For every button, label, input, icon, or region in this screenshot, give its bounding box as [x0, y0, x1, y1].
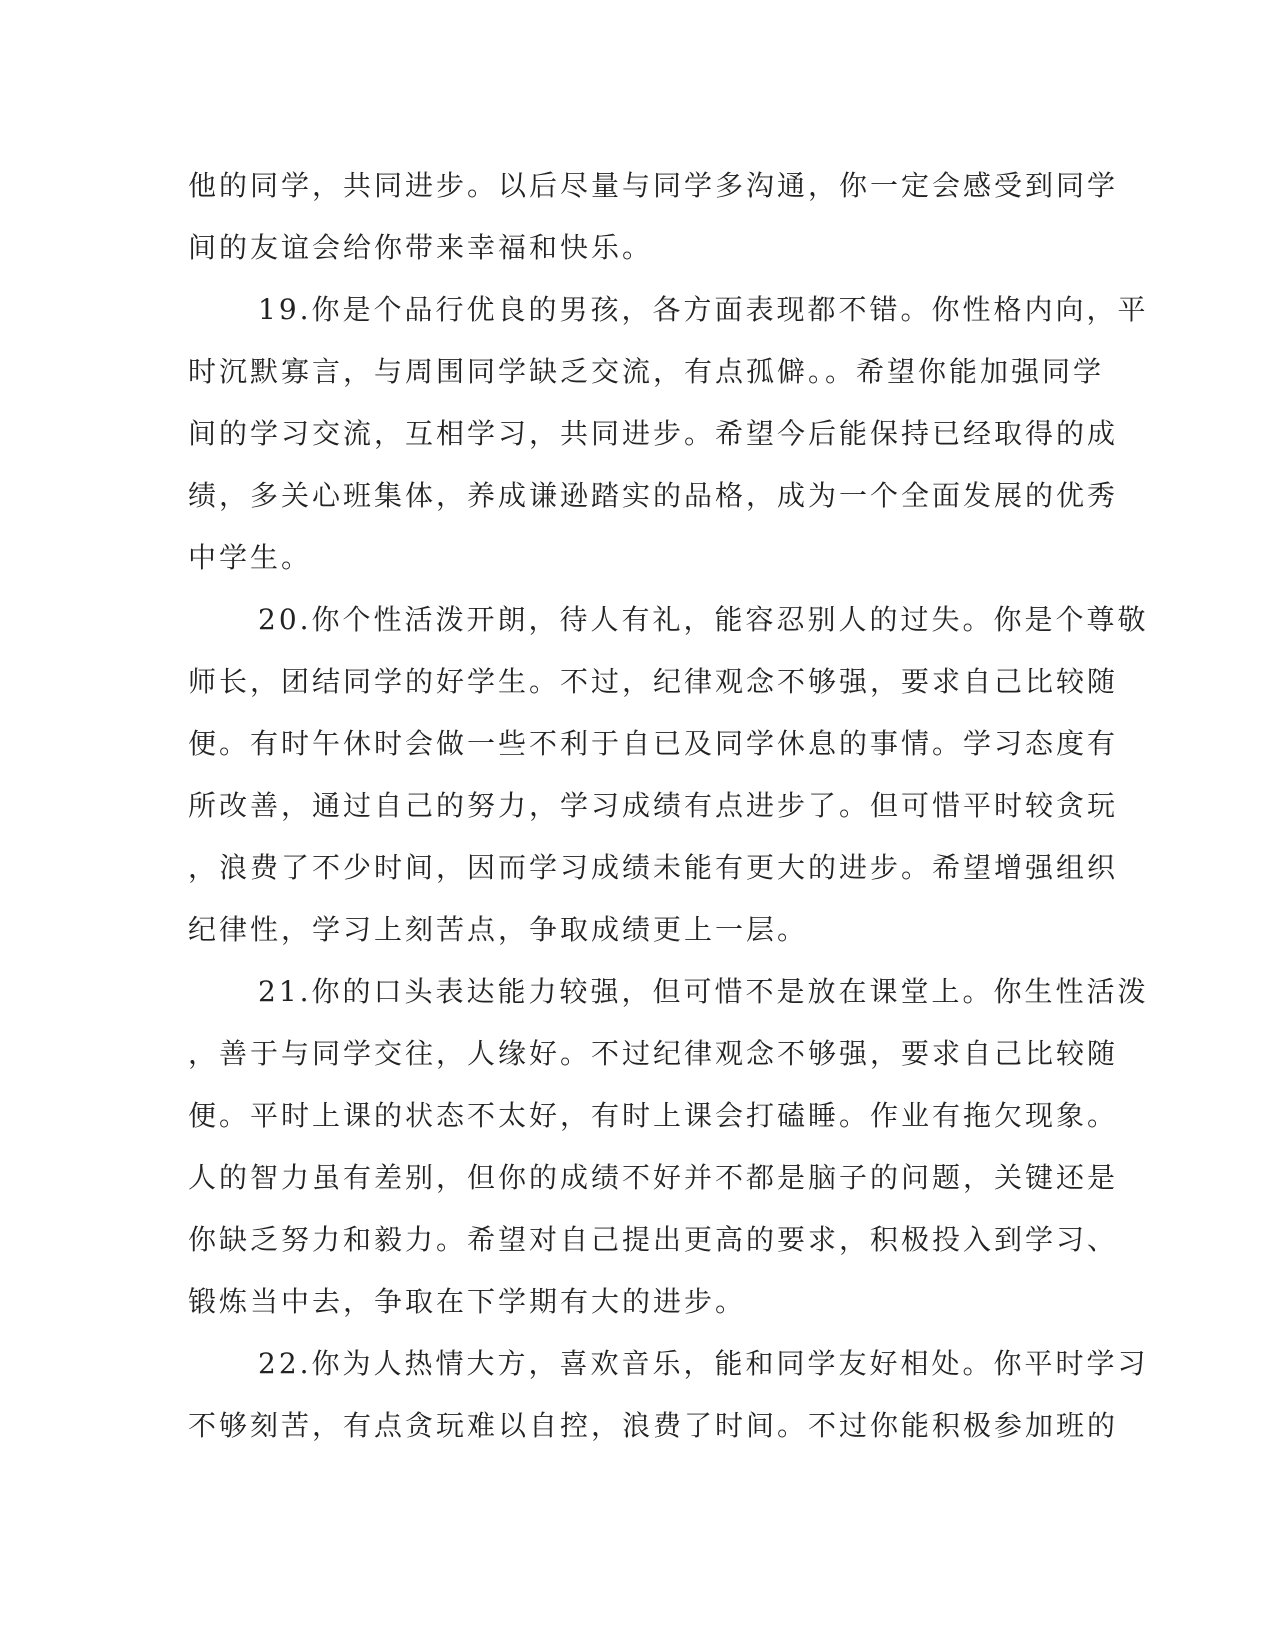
text-line: 所改善，通过自己的努力，学习成绩有点进步了。但可惜平时较贪玩 [188, 789, 1119, 822]
text-line: 时沉默寡言，与周围同学缺乏交流，有点孤僻。。希望你能加强同学 [188, 355, 1105, 388]
text-line: 你缺乏努力和毅力。希望对自己提出更高的要求，积极投入到学习、 [188, 1223, 1119, 1256]
text-line: 纪律性，学习上刻苦点，争取成绩更上一层。 [188, 913, 809, 946]
paragraph-start-20: 20.你个性活泼开朗，待人有礼，能容忍别人的过失。你是个尊敬 [258, 603, 1149, 636]
document-body [188, 155, 1149, 1457]
text-line: 不够刻苦，有点贪玩难以自控，浪费了时间。不过你能积极参加班的 [188, 1409, 1119, 1442]
text-line: 中学生。 [188, 541, 313, 574]
text-line: 绩，多关心班集体，养成谦逊踏实的品格，成为一个全面发展的优秀 [188, 479, 1119, 512]
text-line: 便。平时上课的状态不太好，有时上课会打磕睡。作业有拖欠现象。 [188, 1099, 1119, 1132]
text-line: 锻炼当中去，争取在下学期有大的进步。 [188, 1285, 747, 1318]
text-line: ，浪费了不少时间，因而学习成绩未能有更大的进步。希望增强组织 [188, 851, 1119, 884]
text-line: 人的智力虽有差别，但你的成绩不好并不都是脑子的问题，关键还是 [188, 1161, 1119, 1194]
text-line: 便。有时午休时会做一些不利于自已及同学休息的事情。学习态度有 [188, 727, 1119, 760]
text-line: ，善于与同学交往，人缘好。不过纪律观念不够强，要求自己比较随 [188, 1037, 1119, 1070]
text-line: 间的学习交流，互相学习，共同进步。希望今后能保持已经取得的成 [188, 417, 1119, 450]
paragraph-start-21: 21.你的口头表达能力较强，但可惜不是放在课堂上。你生性活泼 [258, 975, 1149, 1008]
text-line: 间的友谊会给你带来幸福和快乐。 [188, 231, 654, 264]
paragraph-start-19: 19.你是个品行优良的男孩，各方面表现都不错。你性格内向，平 [258, 293, 1149, 326]
text-line: 他的同学，共同进步。以后尽量与同学多沟通，你一定会感受到同学 [188, 169, 1119, 202]
text-line: 师长，团结同学的好学生。不过，纪律观念不够强，要求自己比较随 [188, 665, 1119, 698]
paragraph-start-22: 22.你为人热情大方，喜欢音乐，能和同学友好相处。你平时学习 [258, 1347, 1149, 1380]
